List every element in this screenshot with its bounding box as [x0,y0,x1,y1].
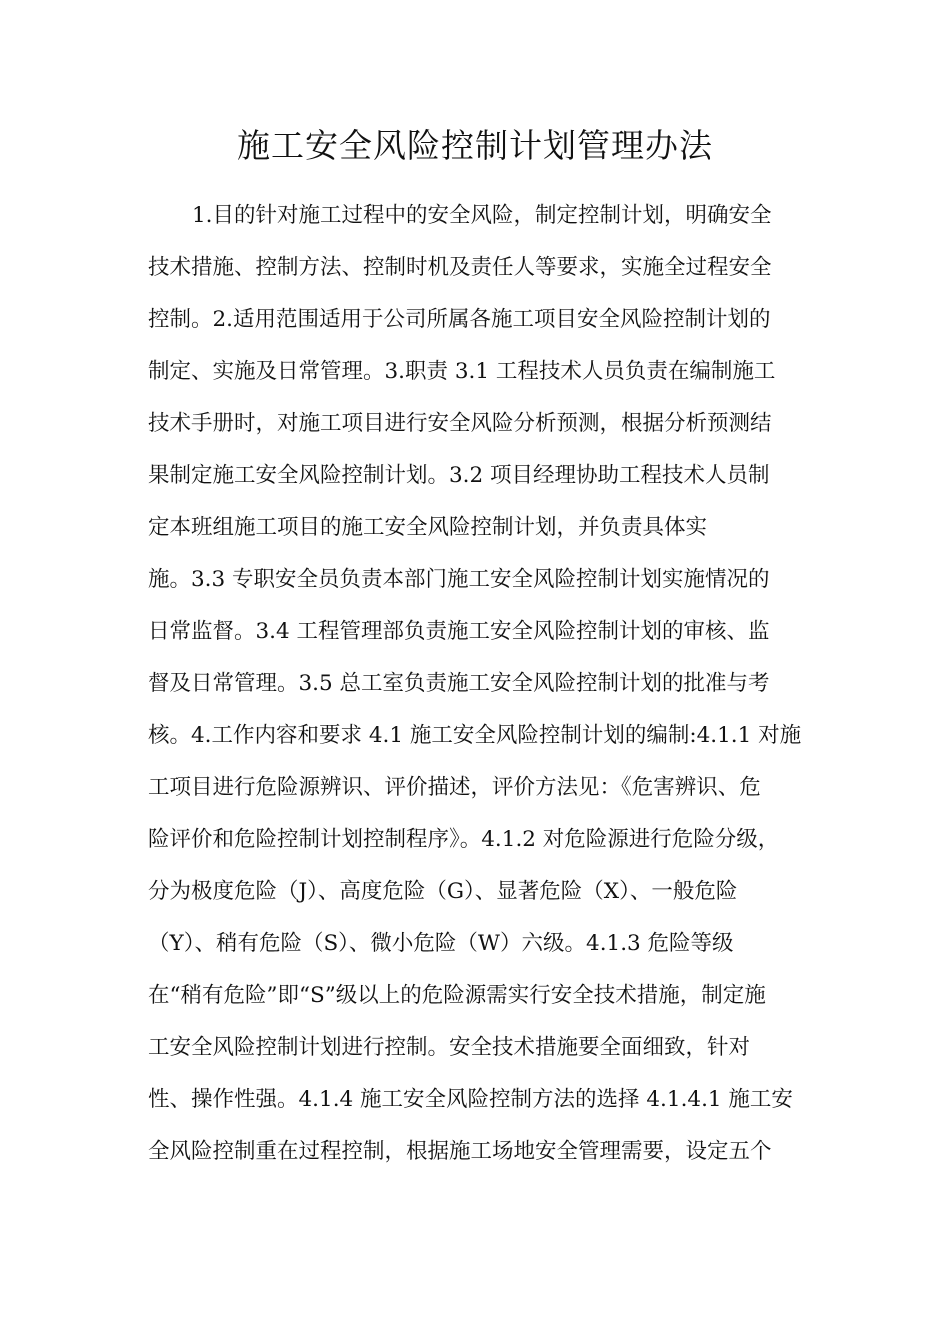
body-line: 技术手册时，对施工项目进行安全风险分析预测，根据分析预测结 [148,411,772,436]
body-line: 工安全风险控制计划进行控制。安全技术措施要全面细致，针对 [148,1035,751,1060]
body-line: 果制定施工安全风险控制计划。3.2 项目经理协助工程技术人员制 [148,463,770,488]
body-line: 督及日常管理。3.5 总工室负责施工安全风险控制计划的批准与考 [148,671,770,696]
body-line: 性、操作性强。4.1.4 施工安全风险控制方法的选择 4.1.4.1 施工安 [148,1087,793,1112]
body-line: 定本班组施工项目的施工安全风险控制计划，并负责具体实 [148,515,708,540]
body-line: 日常监督。3.4 工程管理部负责施工安全风险控制计划的审核、监 [148,619,770,644]
document-title: 施工安全风险控制计划管理办法 [237,126,713,165]
body-line: 控制。2.适用范围适用于公司所属各施工项目安全风险控制计划的 [148,307,771,332]
body-line: 工项目进行危险源辨识、评价描述，评价方法见：《危害辨识、危 [148,775,761,800]
body-line: 技术措施、控制方法、控制时机及责任人等要求，实施全过程安全 [148,255,772,280]
body-line: 全风险控制重在过程控制，根据施工场地安全管理需要，设定五个 [148,1139,772,1164]
body-line: 1.目的针对施工过程中的安全风险，制定控制计划，明确安全 [192,203,772,228]
body-line: 在“稍有危险”即“S”级以上的危险源需实行安全技术措施，制定施 [148,983,766,1008]
body-line: 核。4.工作内容和要求 4.1 施工安全风险控制计划的编制:4.1.1 对施 [148,723,802,748]
body-line: 险评价和危险控制计划控制程序》。4.1.2 对危险源进行危险分级， [148,827,780,852]
body-line: 施。3.3 专职安全员负责本部门施工安全风险控制计划实施情况的 [148,567,770,592]
body-line: 分为极度危险（J）、高度危险（G）、显著危险（X）、一般危险 [148,879,738,904]
body-line: （Y）、稍有危险（S）、微小危险（W）六级。4.1.3 危险等级 [148,931,734,956]
document-body [148,190,808,1178]
body-line: 制定、实施及日常管理。3.职责 3.1 工程技术人员负责在编制施工 [148,359,776,384]
